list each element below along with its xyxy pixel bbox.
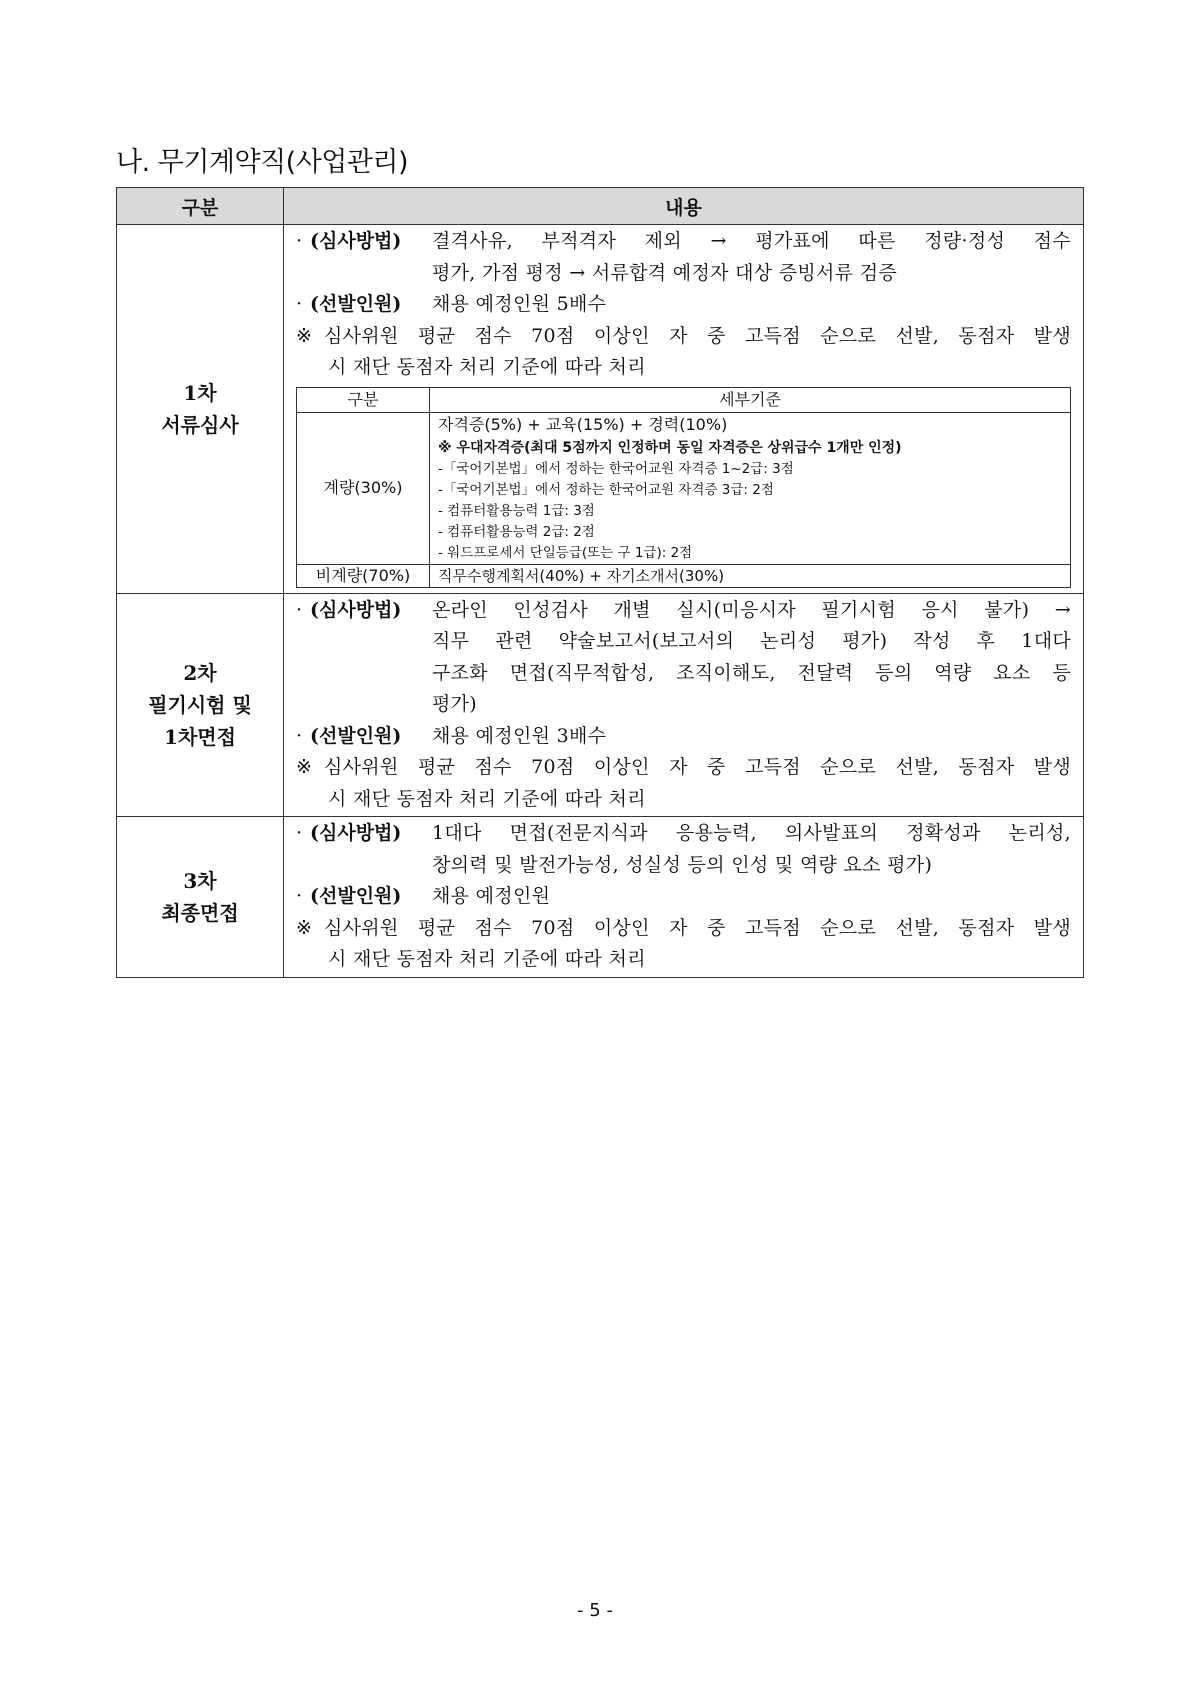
stage2-select-key: (선발인원) [310, 724, 402, 747]
stage3-label [117, 817, 284, 978]
stage1-note-line1: 심사위원 평균 점수 70점 이상인 자 중 고득점 순으로 선발, 동점자 발생 [324, 324, 1071, 347]
page-title: 나. 무기계약직(사업관리) [116, 147, 409, 178]
bonus-cert-item: - 컴퓨터활용능력 1급: 3점 [438, 502, 595, 519]
stage3-select-text: 채용 예정인원 [432, 885, 551, 907]
sub-header-row [297, 387, 1071, 412]
stage3-method-line2: 창의력 및 발전가능성, 성실성 등의 인성 및 역량 요소 평가) [432, 853, 933, 876]
stage2-content [284, 593, 1084, 817]
stage1-label [117, 225, 284, 594]
stage3-method-key: (심사방법) [310, 822, 402, 844]
stage2-label-line3: 1차면접 [164, 724, 236, 749]
stage2-label-line1: 2차 [183, 660, 217, 685]
stage3-content [284, 817, 1084, 978]
stage2-label [117, 593, 284, 817]
table-row-stage2 [117, 593, 1084, 817]
sub-row-quantitative [297, 412, 1071, 564]
stage1-label-line2: 서류심사 [161, 412, 239, 437]
bonus-cert-item: -「국어기본법」에서 정하는 한국어교원 자격증 3급: 2점 [438, 481, 774, 498]
stage3-select: · (선발인원) 채용 예정인원 [296, 881, 1071, 913]
stage1-select-text: 채용 예정인원 5배수 [432, 293, 607, 315]
stage3-method: · (심사방법) 1대다 면접(전문지식과 응용능력, 의사발표의 정확성과 논리성, [296, 818, 1071, 850]
quant-criteria [430, 412, 1071, 564]
stage1-note-line2: 시 재단 동점자 처리 기준에 따라 처리 [328, 356, 646, 378]
header-category: 구분 [117, 188, 284, 225]
bonus-cert-title: ※ 우대자격증(최대 5점까지 인정하며 동일 자격증은 상위급수 1개만 인정) [438, 439, 902, 456]
stage3-note-line2: 시 재단 동점자 처리 기준에 따라 처리 [328, 948, 646, 970]
stage2-method-line1: 온라인 인성검사 개별 실시(미응시자 필기시험 응시 불가) → [432, 598, 1071, 621]
stage2-note-line1: 심사위원 평균 점수 70점 이상인 자 중 고득점 순으로 선발, 동점자 발생 [324, 756, 1071, 778]
sub-header-criteria: 세부기준 [430, 387, 1071, 412]
stage1-note [296, 321, 1071, 353]
note-mark: ※ [296, 916, 312, 939]
note-mark: ※ [296, 756, 312, 778]
stage1-select: · (선발인원) 채용 예정인원 5배수 [296, 289, 1071, 321]
header-content: 내용 [284, 188, 1084, 225]
stage1-method-line2: 평가, 가점 평정 → 서류합격 예정자 대상 증빙서류 검증 [432, 261, 898, 284]
stage1-method-key: (심사방법) [310, 230, 402, 252]
stage3-method-line1: 1대다 면접(전문지식과 응용능력, 의사발표의 정확성과 논리성, [432, 822, 1071, 844]
stage3-note-line1: 심사위원 평균 점수 70점 이상인 자 중 고득점 순으로 선발, 동점자 발생 [324, 916, 1071, 939]
stage3-select-key: (선발인원) [310, 885, 402, 907]
stage1-select-key: (선발인원) [310, 293, 402, 315]
note-mark: ※ [296, 324, 312, 347]
stage3-note [296, 913, 1071, 945]
sub-header-category: 구분 [297, 387, 430, 412]
stage2-method-key: (심사방법) [310, 598, 402, 621]
stage2-note [296, 752, 1071, 784]
stage2-select: · (선발인원) 채용 예정인원 3배수 [296, 721, 1071, 753]
table-row-stage3 [117, 817, 1084, 978]
bonus-cert-item: -「국어기본법」에서 정하는 한국어교원 자격증 1~2급: 3점 [438, 460, 794, 477]
selection-process-table [116, 187, 1084, 978]
table-header-row [117, 188, 1084, 225]
stage2-method-line3: 구조화 면접(직무적합성, 조직이해도, 전달력 등의 역량 요소 등 [432, 661, 1071, 684]
quant-label: 계량(30%) [297, 412, 430, 564]
stage2-method: · (심사방법) 온라인 인성검사 개별 실시(미응시자 필기시험 응시 불가) → [296, 595, 1071, 627]
stage2-select-text: 채용 예정인원 3배수 [432, 724, 607, 747]
page-number: - 5 - [577, 1600, 613, 1621]
sub-row-nonquantitative [297, 564, 1071, 587]
nonquant-line: 직무수행계획서(40%) + 자기소개서(30%) [430, 564, 1071, 587]
stage1-label-line1: 1차 [183, 380, 217, 405]
evaluation-criteria-table [296, 387, 1071, 588]
stage2-note-line2: 시 재단 동점자 처리 기준에 따라 처리 [328, 787, 646, 810]
bonus-cert-item: - 컴퓨터활용능력 2급: 2점 [438, 523, 595, 540]
nonquant-label: 비계량(70%) [297, 564, 430, 587]
bonus-cert-item: - 워드프로세서 단일등급(또는 구 1급): 2점 [438, 544, 693, 561]
stage1-content [284, 225, 1084, 594]
stage1-method: · (심사방법) 결격사유, 부적격자 제외 → 평가표에 따른 정량·정성 점수 [296, 226, 1071, 258]
stage1-method-line1: 결격사유, 부적격자 제외 → 평가표에 따른 정량·정성 점수 [432, 230, 1071, 252]
quant-line: 자격증(5%) + 교육(15%) + 경력(10%) [438, 414, 728, 434]
stage2-method-line2: 직무 관련 약술보고서(보고서의 논리성 평가) 작성 후 1대다 [432, 630, 1071, 652]
stage2-label-line2: 필기시험 및 [148, 692, 252, 717]
stage2-method-line4: 평가) [432, 693, 478, 715]
table-row-stage1 [117, 225, 1084, 594]
stage3-label-line2: 최종면접 [161, 900, 239, 925]
stage3-label-line1: 3차 [183, 868, 217, 893]
